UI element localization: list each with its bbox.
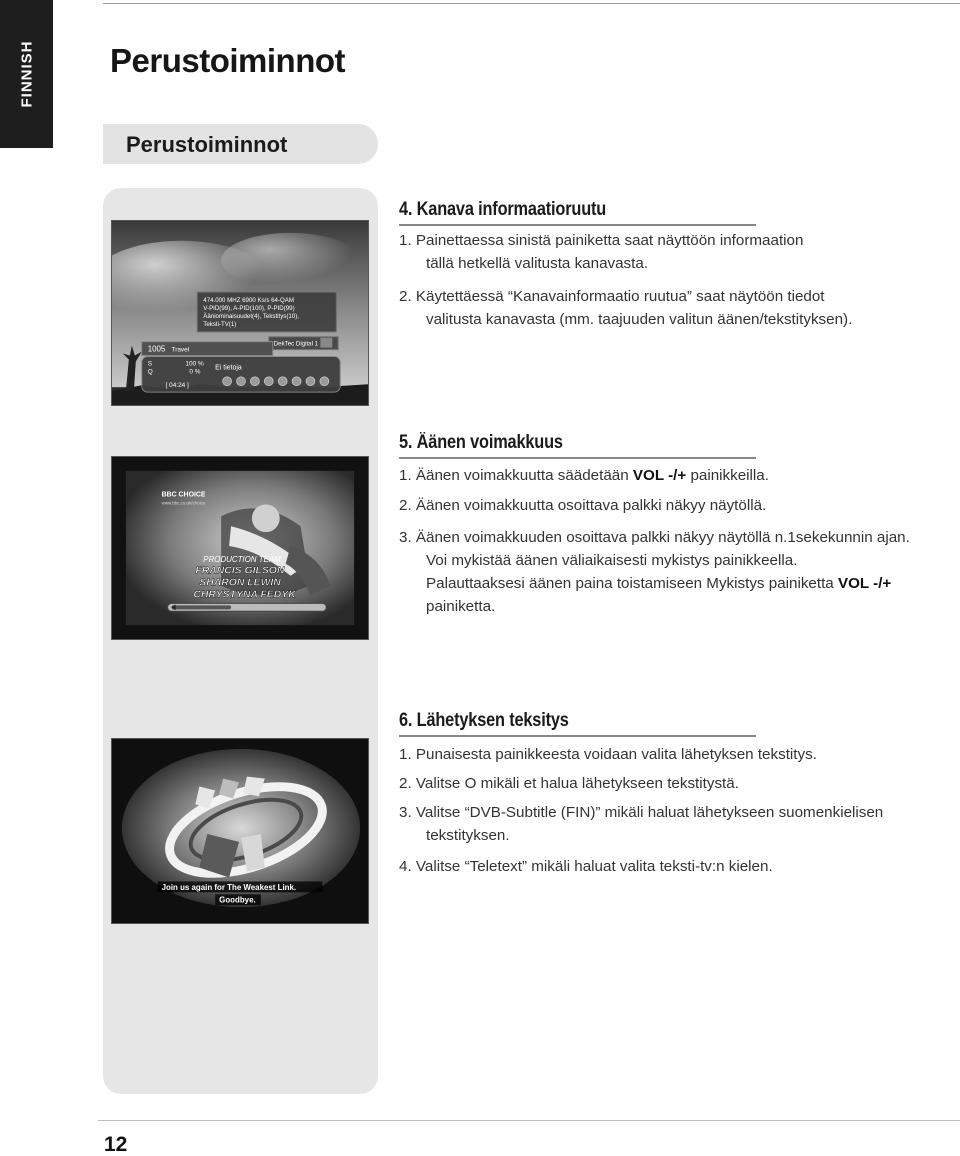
- list-item-text: [399, 801, 959, 824]
- credit-name-3: CHRYSTYNA FEDYK: [193, 589, 296, 601]
- top-rule: [103, 3, 960, 4]
- list-item: [399, 229, 959, 275]
- item-line: Valitse O mikäli et halua lähetykseen tekstitystä.: [415, 775, 739, 792]
- info-line-1: 474.000 MHZ 6900 Ks/s 64-QAM: [203, 297, 294, 305]
- section-volume-header: [399, 432, 954, 459]
- list-item: [399, 494, 959, 517]
- volume-screenshot: [111, 456, 369, 640]
- section-pill-label: Perustoiminnot: [126, 132, 288, 157]
- item-line: tekstityksen.: [426, 827, 510, 844]
- item-text: Palauttaaksesi äänen paina toistamiseen Mykistys painiketta: [426, 575, 838, 592]
- list-item: [399, 772, 959, 795]
- item-line: Valitse “Teletext” mikäli haluat valita teksti-tv:n kielen.: [415, 858, 773, 875]
- volume-bar-fill: [172, 605, 232, 609]
- item-text: Äänen voimakkuutta säädetään: [415, 467, 633, 484]
- item-line: [399, 572, 959, 595]
- item-line: Äänen voimakkuutta osoittava palkki näkyy näytöllä.: [415, 497, 767, 514]
- section-rule: [399, 735, 756, 737]
- section-heading: 4. Kanava informaatioruutu: [399, 199, 607, 220]
- item-text: painikkeilla.: [686, 467, 769, 484]
- item-number: 3.: [399, 529, 412, 546]
- signal-q-value: 0 %: [189, 368, 201, 376]
- vol-key-label: VOL -/+: [837, 575, 892, 592]
- list-item-text: [399, 285, 959, 308]
- time-label: [ 04:24 ]: [165, 382, 189, 390]
- list-item-text: [399, 855, 959, 878]
- item-line: painiketta.: [426, 598, 496, 615]
- language-label: FINNISH: [18, 40, 35, 108]
- list-item: [399, 855, 959, 878]
- item-number: 1.: [399, 232, 412, 249]
- section-subtitles-header: [399, 710, 954, 737]
- section-pill: [103, 124, 378, 164]
- item-line: Voi mykistää äänen väliaikaisesti mykistys painikkeella.: [426, 552, 798, 569]
- item-number: 1.: [399, 746, 412, 763]
- item-number: 2.: [399, 288, 412, 305]
- list-item: [399, 464, 959, 487]
- info-line-3: Ääniominaisuudet(4), Tekstitys(10),: [203, 312, 299, 320]
- list-item-text: [399, 743, 959, 766]
- language-tab: [0, 0, 53, 148]
- item-line: Äänen voimakkuuden osoittava palkki näkyy näytöllä n.1sekekunnin ajan.: [415, 529, 910, 546]
- list-item-text: [399, 464, 959, 487]
- item-number: 3.: [399, 804, 412, 821]
- list-item-text: [399, 526, 959, 549]
- item-line: Valitse “DVB-Subtitle (FIN)” mikäli haluat lähetykseen suomenkielisen: [415, 804, 884, 821]
- credit-name-1: FRANCIS GILSON: [195, 565, 285, 577]
- list-item: [399, 526, 959, 618]
- channel-info-screenshot: [111, 220, 369, 406]
- section-channel-info-header: [399, 199, 954, 226]
- list-item: [399, 743, 959, 766]
- page-title: Perustoiminnot: [110, 42, 346, 79]
- item-line: Käytettäessä “Kanavainformaatio ruutua” saat näytöön tiedot: [415, 288, 825, 305]
- section-rule: [399, 457, 756, 459]
- section-rule: [399, 224, 756, 226]
- list-item: [399, 801, 959, 847]
- item-number: 1.: [399, 467, 412, 484]
- signal-s-label: S: [147, 360, 153, 368]
- item-line: tällä hetkellä valitusta kanavasta.: [426, 255, 649, 272]
- vol-key-label: VOL -/+: [632, 467, 687, 484]
- channel-name: Travel: [171, 346, 190, 354]
- item-number: 2.: [399, 775, 412, 792]
- section-heading: 6. Lähetyksen teksitys: [399, 710, 569, 731]
- broadcaster-url: www.bbc.co.uk/choice: [161, 500, 206, 506]
- item-number: 4.: [399, 858, 412, 875]
- subtitle-line-1: Join us again for The Weakest Link.: [161, 882, 297, 892]
- broadcaster-logo: BBC CHOICE: [161, 491, 206, 499]
- list-item-text: [399, 494, 959, 517]
- item-line: Punaisesta painikkeesta voidaan valita lähetyksen tekstitys.: [415, 746, 817, 763]
- section-heading: 5. Äänen voimakkuus: [399, 432, 563, 453]
- signal-q-label: Q: [147, 368, 153, 376]
- subtitle-line-2: Goodbye.: [219, 895, 256, 905]
- provider-label: DekTec Digital 1: [273, 340, 319, 348]
- list-item-text: [399, 772, 959, 795]
- bottom-rule: [98, 1120, 960, 1121]
- info-line-2: V-PID(99), A-PID(100), P-PID(99): [203, 305, 295, 313]
- item-line: Painettaessa sinistä painiketta saat näyttöön informaation: [415, 232, 804, 249]
- subtitle-screenshot: [111, 738, 369, 924]
- info-line-4: Teksti-TV(1): [203, 320, 237, 328]
- item-line: valitusta kanavasta (mm. taajuuden valitun äänen/tekstityksen).: [426, 311, 853, 328]
- channel-number: 1005: [147, 344, 166, 354]
- list-item-text: [399, 229, 959, 252]
- signal-s-value: 100 %: [185, 360, 204, 368]
- credit-name-2: SHARON LEWIN: [199, 577, 281, 589]
- list-item: [399, 285, 959, 331]
- no-info-label: Ei tietoja: [215, 364, 242, 372]
- credit-heading: PRODUCTION TEAM: [203, 554, 281, 564]
- page-number: 12: [104, 1133, 128, 1156]
- item-number: 2.: [399, 497, 412, 514]
